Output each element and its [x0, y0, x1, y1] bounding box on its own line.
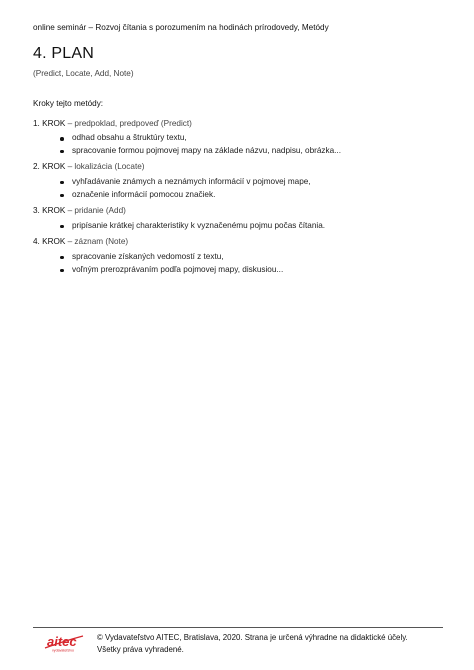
page-header: online seminár – Rozvoj čítania s porozumením na hodinách prírodovedy, Metódy	[33, 23, 329, 32]
step-bullets	[33, 220, 443, 233]
section-title: 4. PLAN	[33, 45, 94, 62]
step-description: – pridanie (Add)	[65, 206, 126, 216]
step-2	[33, 161, 443, 201]
list-item-text: odhad obsahu a štruktúry textu,	[72, 133, 187, 143]
list-item	[60, 145, 443, 158]
list-item-text: spracovanie získaných vedomostí z textu,	[72, 251, 224, 261]
step-bullets	[33, 132, 443, 157]
list-item-text: vyhľadávanie známych a neznámych informácií v pojmovej mape,	[72, 176, 311, 186]
aitec-logo-icon	[43, 631, 85, 653]
step-number: 3. KROK	[33, 206, 66, 216]
bullet-icon	[60, 137, 64, 141]
list-item-text: označenie informácií pomocou značiek.	[72, 189, 216, 199]
list-item	[60, 176, 443, 189]
list-item	[60, 264, 443, 277]
step-heading	[33, 118, 443, 131]
list-item	[60, 132, 443, 145]
methods-content	[33, 98, 443, 280]
step-heading	[33, 205, 443, 218]
bullet-icon	[60, 181, 64, 185]
list-item-text: spracovanie formou pojmovej mapy na základe názvu, nadpisu, obrázka...	[72, 145, 341, 155]
step-description: – lokalizácia (Locate)	[65, 162, 145, 172]
step-heading	[33, 236, 443, 249]
bullet-icon	[60, 150, 64, 154]
methods-heading: Kroky tejto metódy:	[33, 99, 104, 108]
step-3	[33, 205, 443, 232]
bullet-icon	[60, 269, 64, 273]
step-4	[33, 236, 443, 276]
footer-divider	[33, 627, 443, 628]
list-item	[60, 251, 443, 264]
step-bullets	[33, 251, 443, 276]
step-description: – záznam (Note)	[65, 237, 129, 247]
footer-line-2: Všetky práva vyhradené.	[97, 644, 184, 654]
bullet-icon	[60, 225, 64, 229]
step-description: – predpoklad, predpoveď (Predict)	[65, 118, 192, 128]
step-number: 2. KROK	[33, 162, 66, 172]
list-item-text: pripísanie krátkej charakteristiky k vyznačenému pojmu počas čítania.	[72, 220, 326, 230]
list-item-text: voľným prerozprávaním podľa pojmovej mapy, diskusiou...	[72, 264, 284, 274]
list-item	[60, 220, 443, 233]
footer-line-1: © Vydavateľstvo AITEC, Bratislava, 2020. Strana je určená výhradne na didaktické účely.	[97, 633, 408, 642]
list-item	[60, 189, 443, 202]
section-subtitle: (Predict, Locate, Add, Note)	[33, 69, 134, 78]
logo-wordmark: aitec	[47, 634, 77, 649]
step-number: 4. KROK	[33, 237, 66, 247]
logo-subtext: vydavateľstvo	[52, 648, 75, 653]
step-1	[33, 118, 443, 158]
step-number: 1. KROK	[33, 118, 66, 128]
step-bullets	[33, 176, 443, 201]
bullet-icon	[60, 194, 64, 198]
footer-copyright	[97, 632, 408, 655]
bullet-icon	[60, 256, 64, 260]
step-heading	[33, 161, 443, 174]
